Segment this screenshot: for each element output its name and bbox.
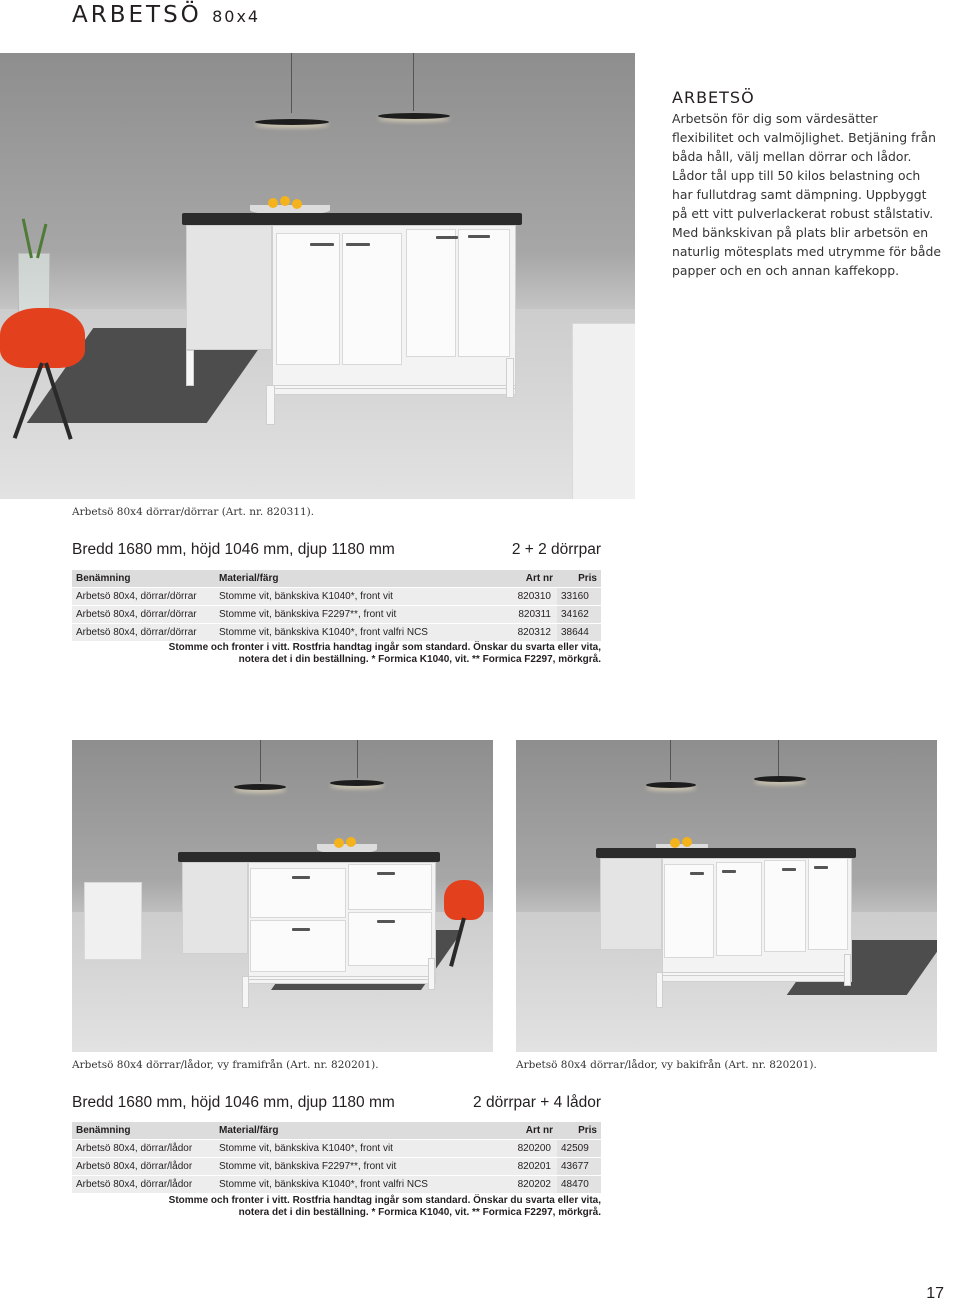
cell-name: Arbetsö 80x4, dörrar/dörrar bbox=[76, 591, 197, 602]
intro-title: ARBETSÖ bbox=[672, 88, 755, 107]
cell-name: Arbetsö 80x4, dörrar/lådor bbox=[76, 1161, 193, 1172]
intro-section bbox=[672, 88, 942, 280]
cell-price: 33160 bbox=[557, 588, 601, 606]
cell-artno: 820312 bbox=[517, 627, 551, 638]
page-title-suffix: 80x4 bbox=[212, 7, 261, 26]
table-header-row bbox=[72, 1122, 601, 1140]
cell-artno: 820311 bbox=[518, 609, 551, 620]
variant-text: 2 dörrpar + 4 lådor bbox=[473, 1094, 601, 1111]
variant-text: 2 + 2 dörrpar bbox=[511, 541, 601, 558]
table-row bbox=[72, 1176, 601, 1194]
dimensions-heading-2 bbox=[72, 1094, 601, 1112]
cell-artno: 820200 bbox=[517, 1143, 551, 1154]
price-table-2 bbox=[72, 1122, 601, 1193]
page-number: 17 bbox=[926, 1285, 944, 1302]
column-header-material: Material/färg bbox=[219, 573, 279, 584]
table-row bbox=[72, 606, 601, 624]
cell-artno: 820310 bbox=[517, 591, 551, 602]
column-header-price: Pris bbox=[578, 573, 597, 584]
column-header-name: Benämning bbox=[76, 573, 131, 584]
cell-material: Stomme vit, bänkskiva K1040*, front valfri NCS bbox=[219, 1179, 428, 1190]
note-line: notera det i din beställning. * Formica K1040, vit. ** Formica F2297, mörkgrå. bbox=[238, 654, 601, 665]
product-photo-drawers-front bbox=[72, 740, 493, 1052]
cell-name: Arbetsö 80x4, dörrar/lådor bbox=[76, 1143, 193, 1154]
column-header-price: Pris bbox=[578, 1125, 597, 1136]
page-title-main: ARBETSÖ bbox=[72, 2, 202, 28]
cell-price: 48470 bbox=[557, 1176, 601, 1194]
cell-material: Stomme vit, bänkskiva F2297**, front vit bbox=[219, 609, 397, 620]
table-row bbox=[72, 624, 601, 642]
product-photo-doors bbox=[0, 53, 635, 499]
note-line: Stomme och fronter i vitt. Rostfria handtag ingår som standard. Önskar du svarta eller vita, bbox=[168, 1195, 601, 1206]
intro-body: Arbetsön för dig som värdesätter flexibilitet och valmöjlighet. Betjäning från båda håll, välj mellan dörrar och lådor. Lådor tål upp till 50 kilos belastning och har fullutdrag samt dämpning. Uppbyggt på ett vitt pulverlackerat robust stålstativ. Med bänkskivan på plats blir arbetsön en naturlig mötesplats med utrymme för både papper och en och annan kaffekopp. bbox=[672, 111, 941, 278]
dimensions-heading-1 bbox=[72, 541, 601, 559]
cell-price: 42509 bbox=[557, 1140, 601, 1158]
cell-price: 34162 bbox=[557, 606, 601, 624]
table-row bbox=[72, 1140, 601, 1158]
cell-name: Arbetsö 80x4, dörrar/dörrar bbox=[76, 627, 197, 638]
cell-artno: 820202 bbox=[517, 1179, 551, 1190]
cell-material: Stomme vit, bänkskiva K1040*, front valfri NCS bbox=[219, 627, 428, 638]
cell-material: Stomme vit, bänkskiva K1040*, front vit bbox=[219, 591, 393, 602]
cell-name: Arbetsö 80x4, dörrar/lådor bbox=[76, 1179, 193, 1190]
price-table-1 bbox=[72, 570, 601, 641]
cell-price: 43677 bbox=[557, 1158, 601, 1176]
table-row bbox=[72, 1158, 601, 1176]
photo-caption-back: Arbetsö 80x4 dörrar/lådor, vy bakifrån (Art. nr. 820201). bbox=[516, 1059, 817, 1071]
column-header-material: Material/färg bbox=[219, 1125, 279, 1136]
table-note-1 bbox=[72, 642, 601, 666]
table-header-row bbox=[72, 570, 601, 588]
column-header-artno: Art nr bbox=[525, 1125, 553, 1136]
photo-caption-front: Arbetsö 80x4 dörrar/lådor, vy framifrån (Art. nr. 820201). bbox=[72, 1059, 379, 1071]
table-row bbox=[72, 588, 601, 606]
column-header-name: Benämning bbox=[76, 1125, 131, 1136]
cell-material: Stomme vit, bänkskiva F2297**, front vit bbox=[219, 1161, 397, 1172]
dimensions-text: Bredd 1680 mm, höjd 1046 mm, djup 1180 mm bbox=[72, 1094, 395, 1111]
note-line: Stomme och fronter i vitt. Rostfria handtag ingår som standard. Önskar du svarta eller vita, bbox=[168, 642, 601, 653]
cell-material: Stomme vit, bänkskiva K1040*, front vit bbox=[219, 1143, 393, 1154]
column-header-artno: Art nr bbox=[525, 573, 553, 584]
cell-name: Arbetsö 80x4, dörrar/dörrar bbox=[76, 609, 197, 620]
cell-price: 38644 bbox=[557, 624, 601, 642]
cell-artno: 820201 bbox=[517, 1161, 551, 1172]
table-note-2 bbox=[72, 1195, 601, 1219]
page-title bbox=[72, 2, 260, 28]
product-photo-drawers-back bbox=[516, 740, 937, 1052]
photo-caption-doors: Arbetsö 80x4 dörrar/dörrar (Art. nr. 820311). bbox=[72, 506, 315, 518]
dimensions-text: Bredd 1680 mm, höjd 1046 mm, djup 1180 mm bbox=[72, 541, 395, 558]
note-line: notera det i din beställning. * Formica K1040, vit. ** Formica F2297, mörkgrå. bbox=[238, 1207, 601, 1218]
